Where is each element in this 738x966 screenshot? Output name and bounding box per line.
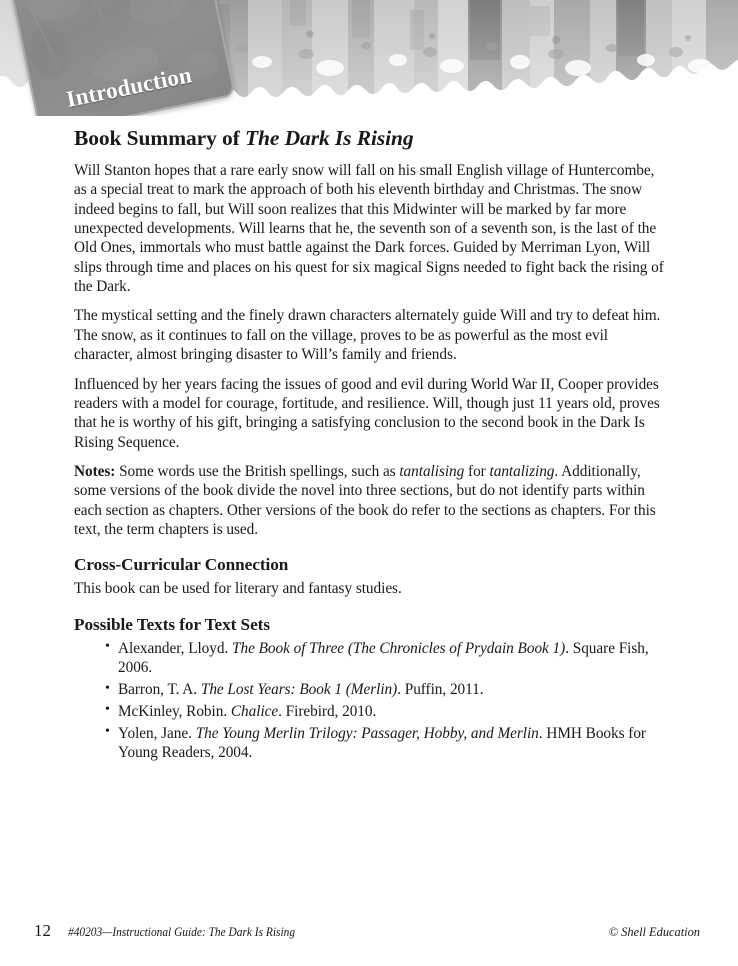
page-header-banner bbox=[0, 0, 738, 116]
summary-paragraph-1: Will Stanton hopes that a rare early snow will fall on his small English village of Huntercombe, as a special treat to mark the approach of both his eleventh birthday and Christmas. The snow indeed begins to fall, but Will soon realizes that this Midwinter will be marked by far more unexpected developments. Will learns that he, the seventh son of a seventh son, is the last of the Old Ones, immortals who must battle against the Dark forces. Guided by Merriman Lyon, Will slips through time and places on his quest for six magical Signs needed to fight back the rising of the Dark. bbox=[74, 162, 664, 296]
page-title-prefix: Book Summary of bbox=[74, 126, 246, 150]
citation-publisher: . Firebird, 2010. bbox=[278, 702, 377, 720]
bullet-icon: • bbox=[105, 680, 110, 696]
citation-author: Alexander, Lloyd. bbox=[118, 639, 233, 657]
citation-author: Yolen, Jane. bbox=[118, 724, 196, 742]
citation-author: McKinley, Robin. bbox=[118, 702, 231, 720]
citation-title: Chalice bbox=[230, 702, 279, 720]
bullet-icon: • bbox=[105, 724, 110, 740]
page-footer bbox=[0, 920, 738, 942]
notes-paragraph bbox=[74, 462, 664, 539]
notes-text-part-2: for bbox=[464, 462, 490, 480]
notes-text-part-1: Some words use the British spellings, such as bbox=[115, 462, 400, 480]
citation-publisher: . Puffin, 2011. bbox=[397, 681, 484, 699]
cross-curricular-section bbox=[74, 555, 664, 598]
citation-title: The Lost Years: Book 1 (Merlin) bbox=[200, 681, 398, 699]
citation-author: Barron, T. A. bbox=[118, 681, 201, 699]
list-item bbox=[105, 639, 664, 678]
possible-texts-heading: Possible Texts for Text Sets bbox=[74, 615, 270, 635]
bullet-icon: • bbox=[105, 639, 110, 655]
summary-paragraph-2: The mystical setting and the finely drawn characters alternately guide Will and try to defeat him. The snow, as it continues to fall on the village, proves to be as powerful as the most evil character, almost bringing disaster to Will’s family and friends. bbox=[74, 307, 661, 364]
citation-title: The Young Merlin Trilogy: Passager, Hobby, and Merlin bbox=[195, 724, 539, 742]
introduction-tab bbox=[8, 0, 236, 116]
list-item bbox=[105, 702, 664, 721]
notes-italic-us-spelling: tantalizing bbox=[489, 462, 555, 480]
page-title bbox=[74, 126, 664, 150]
notes-text-part-3: . Additionally, some versions of the book divide the novel into three sections, but do not identify parts within each section as chapters. Other versions of the book do refer to the sections as chapters. For this text, the term chapters is used. bbox=[74, 462, 656, 538]
page-title-book-name: The Dark Is Rising bbox=[245, 126, 414, 150]
list-item bbox=[105, 724, 664, 763]
footer-guide-title: #40203—Instructional Guide: The Dark Is Rising bbox=[68, 925, 296, 939]
footer-copyright: © Shell Education bbox=[608, 925, 700, 939]
list-item bbox=[105, 680, 664, 699]
text-set-list bbox=[74, 639, 664, 763]
notes-label: Notes: bbox=[74, 462, 116, 480]
possible-texts-section bbox=[74, 615, 664, 762]
bullet-icon: • bbox=[105, 702, 110, 718]
page-number: 12 bbox=[34, 921, 51, 940]
introduction-tab-label: Introduction bbox=[64, 62, 194, 113]
citation-title: The Book of Three (The Chronicles of Prydain Book 1) bbox=[232, 639, 566, 657]
notes-italic-british-spelling: tantalising bbox=[399, 462, 465, 480]
page-content bbox=[74, 126, 664, 765]
cross-curricular-body: This book can be used for literary and fantasy studies. bbox=[74, 579, 402, 597]
summary-paragraph-3: Influenced by her years facing the issues of good and evil during World War II, Cooper provides readers with a model for courage, fortitude, and resilience. Will, though just 11 years old, proves that he is worthy of his gift, bringing a satisfying conclusion to the second book in the Dark Is Rising Sequence. bbox=[74, 375, 660, 451]
citation-publisher: . Square Fish, 2006. bbox=[118, 639, 649, 677]
citation-publisher: . HMH Books for Young Readers, 2004. bbox=[118, 724, 646, 762]
cross-curricular-heading: Cross-Curricular Connection bbox=[74, 555, 289, 575]
